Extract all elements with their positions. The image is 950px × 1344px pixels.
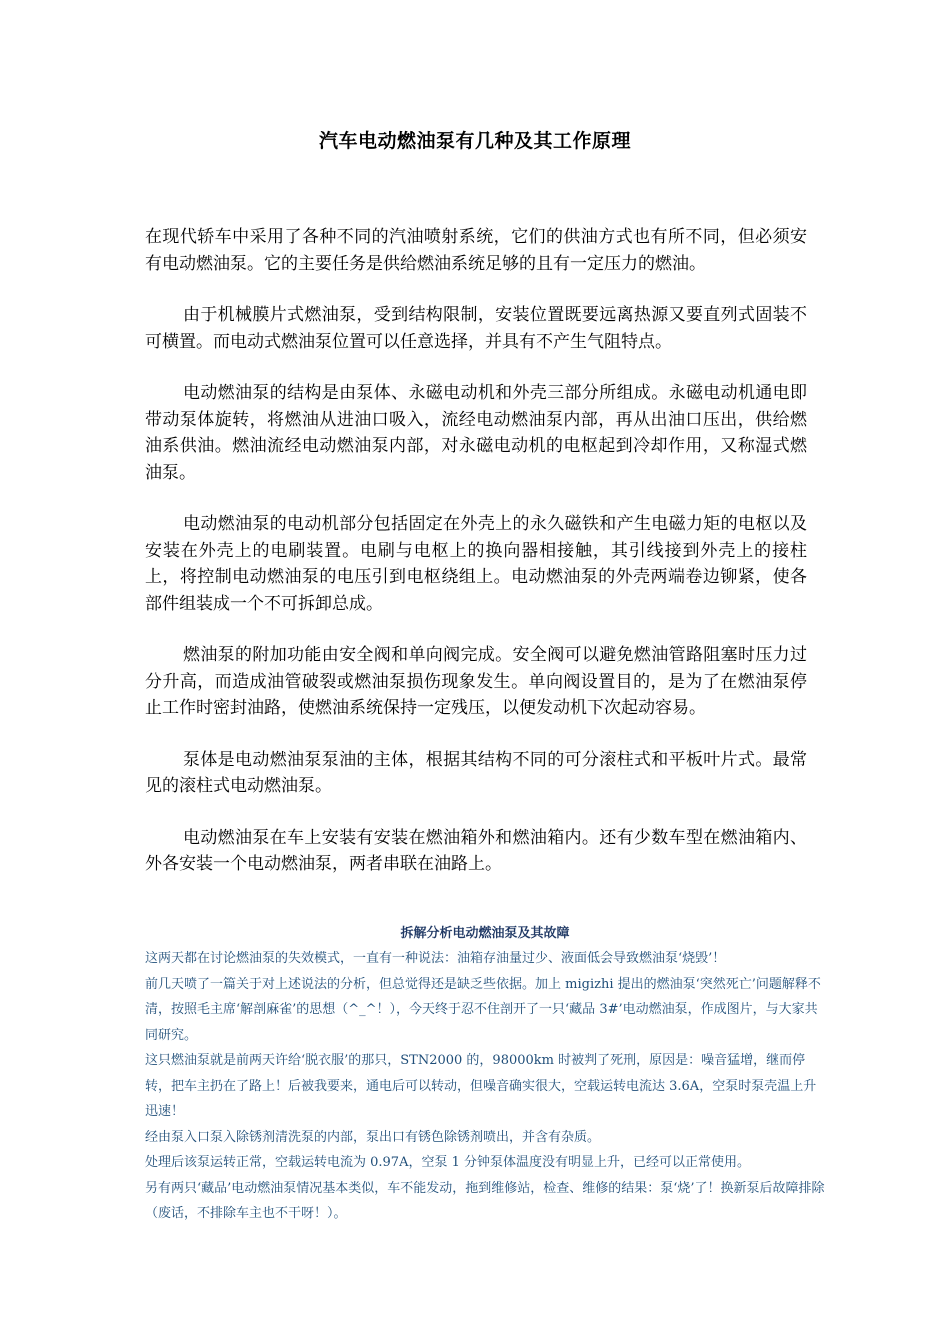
- section-line: 另有两只‘藏品’电动燃油泵情况基本类似，车不能发动，拖到维修站，检查、维修的结果：泵‘烧’了！换新泵后故障排除（废话，不排除车主也不干呀！）。: [145, 1180, 825, 1221]
- section-title: 拆解分析电动燃油泵及其故障: [400, 926, 570, 941]
- teardown-section: [145, 922, 825, 1227]
- section-line: 这只燃油泵就是前两天许给‘脱衣服’的那只，STN2000 的，98000km 时被判了死刑，原因是：噪音猛增，继而停转，把车主扔在了路上！后被我要来，通电后可以转动，但噪音确实很大，空载运转电流达 3.6A，空泵时泵壳温上升迅速！: [145, 1053, 817, 1119]
- paragraph-mechanical-pump: 由于机械膜片式燃油泵，受到结构限制，安装位置既要远离热源又要直列式固装不可横置。而电动式燃油泵位置可以任意选择，并具有不产生气阻特点。: [145, 305, 807, 352]
- paragraph-intro: 在现代轿车中采用了各种不同的汽油喷射系统，它们的供油方式也有所不同，但必须安有电动燃油泵。它的主要任务是供给燃油系统足够的且有一定压力的燃油。: [145, 227, 807, 274]
- paragraph-installation: 电动燃油泵在车上安装有安装在燃油箱外和燃油箱内。还有少数车型在燃油箱内、外各安装一个电动燃油泵，两者串联在油路上。: [145, 827, 807, 874]
- section-line: 经由泵入口泵入除锈剂清洗泵的内部，泵出口有锈色除锈剂喷出，并含有杂质。: [145, 1129, 601, 1145]
- paragraph-motor: 电动燃油泵的电动机部分包括固定在外壳上的永久磁铁和产生电磁力矩的电枢以及安装在外壳上的电刷装置。电刷与电枢上的换向器相接触，其引线接到外壳上的接柱上，将控制电动燃油泵的电压引到电枢绕组上。电动燃油泵的外壳两端卷边铆紧，使各部件组装成一个不可拆卸总成。: [145, 514, 807, 614]
- section-line: 前几天喷了一篇关于对上述说法的分析，但总觉得还是缺乏些依据。加上 migizhi 提出的燃油泵‘突然死亡’问题解释不清，按照毛主席‘解剖麻雀’的思想（^_^！），今天终于忍不住剖开了一只‘藏品 3#’电动燃油泵，作成图片，与大家共同研究。: [145, 976, 821, 1043]
- section-line: 这两天都在讨论燃油泵的失效模式，一直有一种说法：油箱存油量过少、液面低会导致燃油泵‘烧毁’！: [145, 951, 726, 966]
- document-title: 汽车电动燃油泵有几种及其工作原理: [318, 130, 631, 152]
- section-line: 处理后该泵运转正常，空载运转电流为 0.97A，空泵 1 分钟泵体温度没有明显上升，已经可以正常使用。: [145, 1155, 751, 1170]
- document-body: [145, 224, 807, 903]
- paragraph-valves: 燃油泵的附加功能由安全阀和单向阀完成。安全阀可以避免燃油管路阻塞时压力过分升高，而造成油管破裂或燃油泵损伤现象发生。单向阀设置目的，是为了在燃油泵停止工作时密封油路，使燃油系统保持一定残压，以便发动机下次起动容易。: [145, 645, 807, 718]
- paragraph-pump-body: 泵体是电动燃油泵泵油的主体，根据其结构不同的可分滚柱式和平板叶片式。最常见的滚柱式电动燃油泵。: [145, 749, 807, 796]
- paragraph-pump-structure: 电动燃油泵的结构是由泵体、永磁电动机和外壳三部分所组成。永磁电动机通电即带动泵体旋转，将燃油从进油口吸入，流经电动燃油泵内部，再从出油口压出，供给燃油系供油。燃油流经电动燃油泵内部，对永磁电动机的电枢起到冷却作用，又称湿式燃油泵。: [145, 383, 807, 483]
